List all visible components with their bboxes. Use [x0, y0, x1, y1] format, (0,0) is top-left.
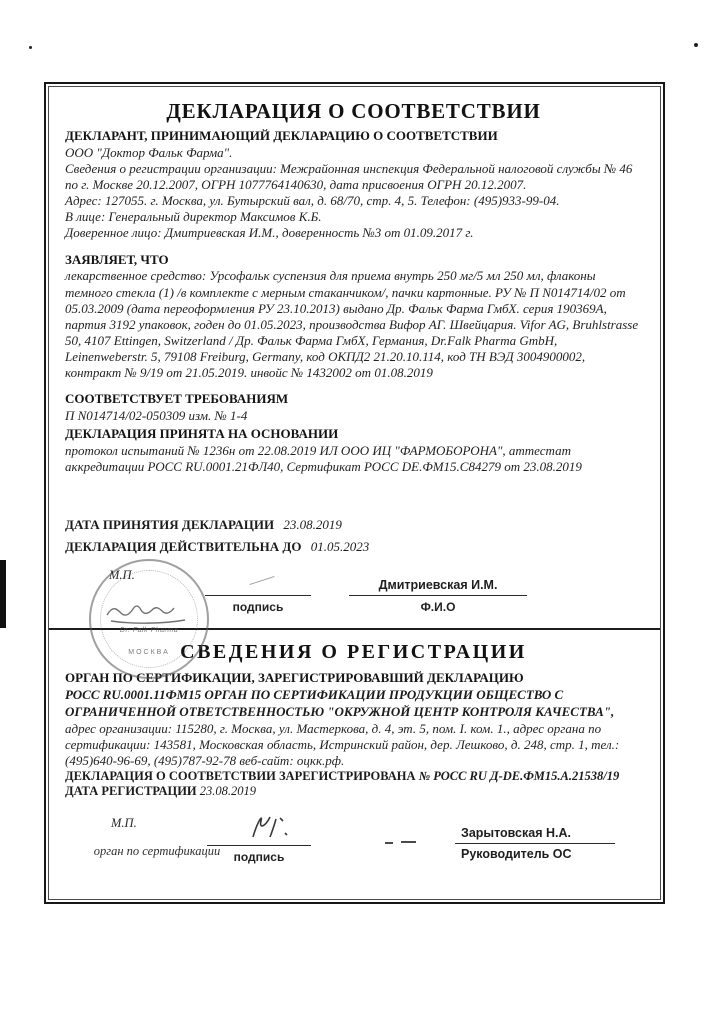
basis-heading: ДЕКЛАРАЦИЯ ПРИНЯТА НА ОСНОВАНИИ — [65, 426, 339, 442]
role-caption-2: Руководитель ОС — [461, 847, 572, 861]
cert-body-caption: орган по сертификации — [93, 844, 221, 858]
fio-name-1: Дмитриевская И.М. — [378, 578, 498, 592]
registered-number-line — [65, 769, 642, 784]
pen-mark — [401, 841, 416, 843]
company-round-stamp-icon — [89, 559, 209, 679]
declarant-registration-info: Сведения о регистрации организации: Межрайонная инспекция Федеральной налоговой службы № 46 по г. Москве 20.12.2007, ОГРН 1077764140630, дата присвоения ОГРН 20.12.2007. — [65, 161, 633, 193]
declaration-paper — [44, 82, 665, 904]
document-title: ДЕКЛАРАЦИЯ О СООТВЕТСТВИИ — [166, 99, 541, 123]
mp-seal-label-1: М.П. — [109, 568, 135, 582]
signature-caption-2: подпись — [233, 850, 285, 864]
declarant-company: ООО "Доктор Фальк Фарма". — [65, 144, 233, 160]
fio-name-2: Зарытовская Н.А. — [461, 826, 571, 840]
registered-number: № РОСС RU Д-DE.ФМ15.А.21538/19 — [418, 769, 620, 783]
basis-text: протокол испытаний № 1236н от 22.08.2019 ИЛ ООО ИЦ "ФАРМОБОРОНА", аттестат аккредитации РОСС RU.0001.21ФЛ40, Сертификат РОСС DE.ФМ15.С84279 от 23.08.2019 — [65, 443, 582, 475]
registration-date-label: ДАТА РЕГИСТРАЦИИ — [65, 784, 197, 798]
valid-until-value: 01.05.2023 — [310, 539, 370, 554]
declarant-heading: ДЕКЛАРАНТ, ПРИНИМАЮЩИЙ ДЕКЛАРАЦИЮ О СООТВЕТСТВИИ — [65, 128, 498, 143]
registration-title: СВЕДЕНИЯ О РЕГИСТРАЦИИ — [180, 641, 527, 663]
cert-body-name: РОСС RU.0001.11ФМ15 ОРГАН ПО СЕРТИФИКАЦИИ ПРОДУКЦИИ ОБЩЕСТВО С ОГРАНИЧЕННОЙ ОТВЕТСТВЕННОСТЬЮ "ОКРУЖНОЙ ЦЕНТР КОНТРОЛЯ КАЧЕСТВА", — [65, 686, 615, 719]
signature-line-2 — [207, 827, 311, 846]
complies-heading: СООТВЕТСТВУЕТ ТРЕБОВАНИЯМ — [65, 391, 289, 407]
stamp-signature-scribble — [103, 599, 193, 625]
fio-line-1 — [349, 577, 527, 596]
adoption-date-line — [65, 517, 342, 533]
registration-date-value: 23.08.2019 — [199, 784, 257, 798]
signature-line-1 — [205, 577, 311, 596]
cert-body-heading: ОРГАН ПО СЕРТИФИКАЦИИ, ЗАРЕГИСТРИРОВАВШИЙ ДЕКЛАРАЦИЮ — [65, 670, 524, 685]
paper-inner-border — [48, 86, 661, 900]
signature-caption-1: подпись — [232, 600, 284, 614]
declarant-authorized-person: Доверенное лицо: Дмитриевская И.М., доверенность №3 от 01.09.2017 г. — [65, 225, 474, 241]
fio-caption-1: Ф.И.О — [420, 600, 456, 614]
scan-edge-artifact — [0, 560, 6, 628]
declares-text: лекарственное средство: Урсофальк суспензия для приема внутрь 250 мг/5 мл 250 мл, флаконы темного стекла (1) /в комплекте с мерным стаканчиком/, пачки картонные. РУ № П N014714/02 от 05.03.2009 (дата переоформления РУ 23.10.2013) выдано Др. Фальк Фарма ГмбХ. серия 190369А, партия 3192 упаковок, годен до 01.05.2023, производства Вифор АГ. Швейцария. Vifor AG, Bruhlstrasse 50, 4107 Ettingen, Switzerland / Др. Фальк Фарма ГмбХ, Германия, Dr.Falk Pharma GmbH, Leinenweberstr. 5, 79108 Freiburg, Germany, код ОКПД2 21.20.10.114, код ТН ВЭД 3004900002, контракт № 9/19 от 21.05.2019. инвойс № 1432002 от 01.08.2019 — [65, 268, 639, 381]
scan-speck — [694, 43, 698, 47]
valid-until-label: ДЕКЛАРАЦИЯ ДЕЙСТВИТЕЛЬНА ДО — [65, 539, 302, 554]
paper-content — [49, 87, 660, 899]
declarant-address: Адрес: 127055. г. Москва, ул. Бутырский вал, д. 68/70, стр. 4, 5. Телефон: (495)933-99-04. — [65, 193, 560, 209]
registered-label: ДЕКЛАРАЦИЯ О СООТВЕТСТВИИ ЗАРЕГИСТРИРОВАНА — [65, 769, 416, 783]
pen-mark — [385, 842, 393, 844]
fio-line-2 — [455, 825, 615, 844]
mp-seal-label-2: М.П. — [111, 816, 137, 830]
cert-body-address: адрес организации: 115280, г. Москва, ул. Мастеркова, д. 4, эт. 5, пом. I. ком. 1., адрес органа по сертификации: 143581, Московская область, Истринский район, дер. Лешково, д. 248, стр. 1, тел.: (495)640-96-69, (495)787-92-78 веб-сайт: оцкк.рф. — [65, 720, 620, 768]
stamp-text-center: Dr. Falk Pharma — [119, 627, 179, 634]
adoption-date-value: 23.08.2019 — [283, 517, 342, 532]
declarant-represented-by: В лице: Генеральный директор Максимов К.Б. — [65, 209, 322, 225]
scan-speck — [29, 46, 32, 49]
declares-heading: ЗАЯВЛЯЕТ, ЧТО — [65, 251, 169, 267]
registration-date-line — [65, 784, 642, 799]
complies-text: П N014714/02-050309 изм. № 1-4 — [65, 408, 248, 424]
stamp-text-bottom: МОСКВА — [128, 649, 170, 656]
valid-until-line — [65, 539, 369, 555]
declaration-top-section — [65, 89, 642, 475]
adoption-date-label: ДАТА ПРИНЯТИЯ ДЕКЛАРАЦИИ — [65, 517, 275, 532]
